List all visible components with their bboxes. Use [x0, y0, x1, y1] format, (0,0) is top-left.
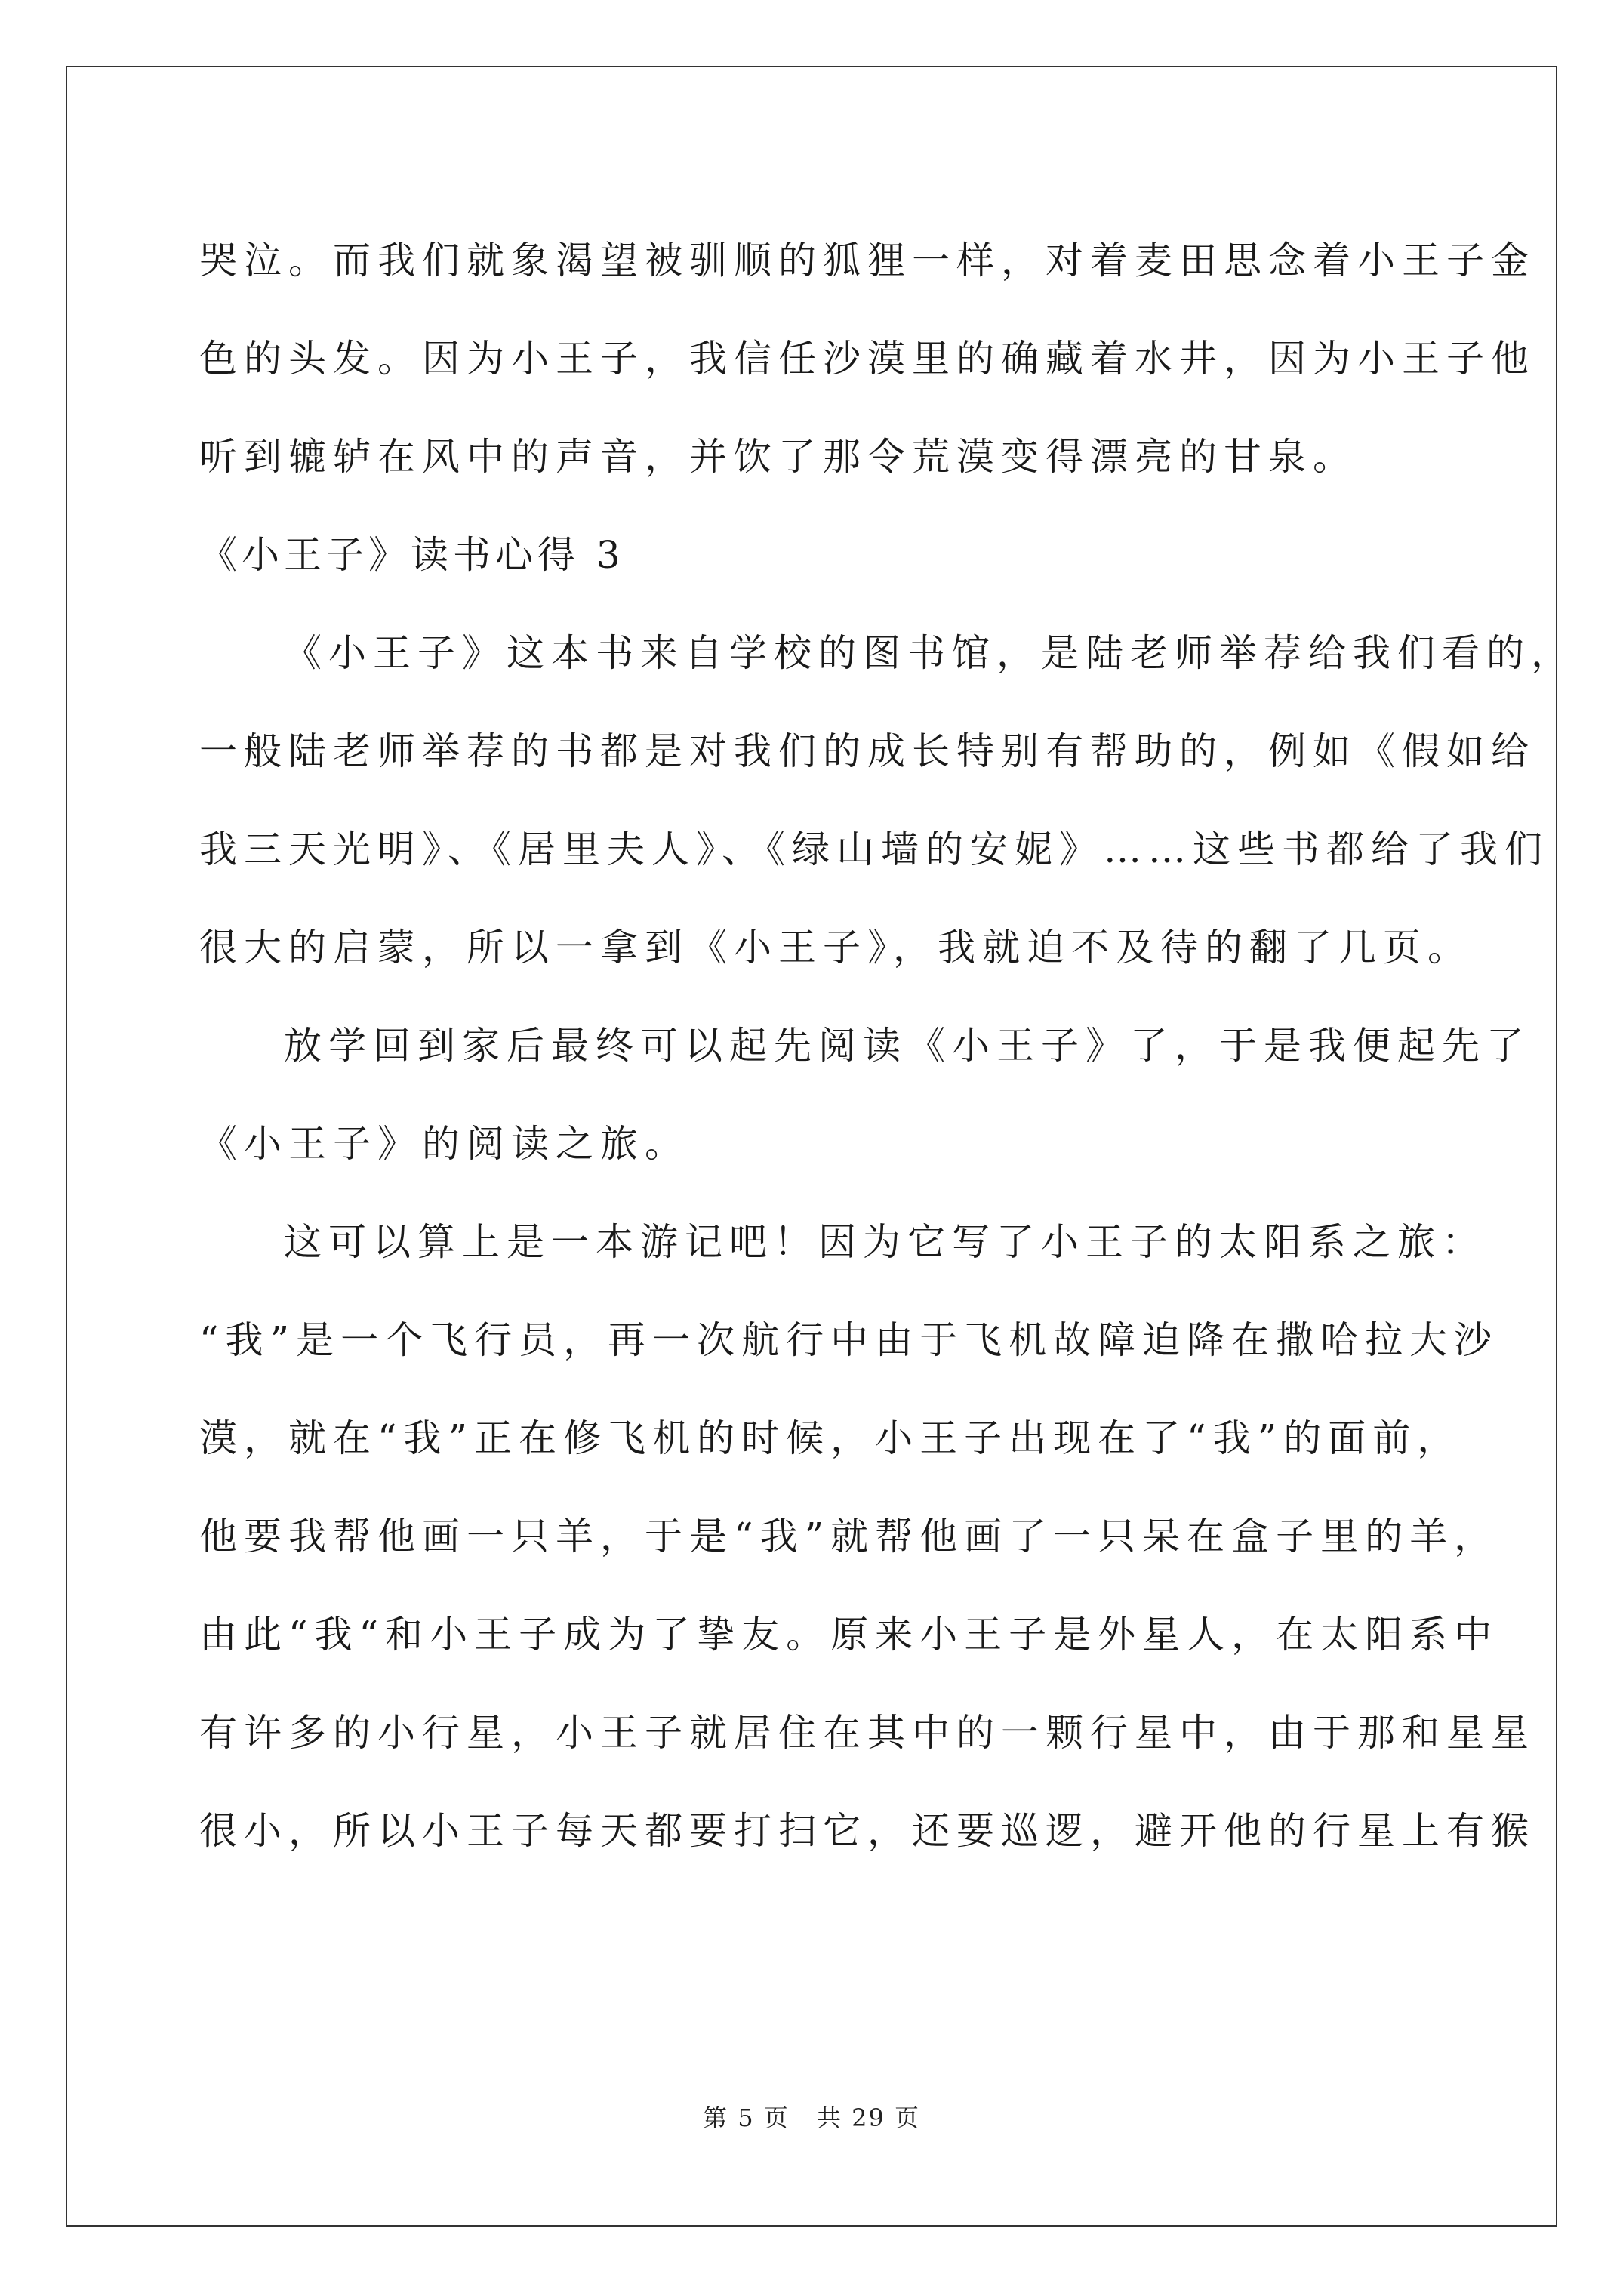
section-heading: 《小王子》读书心得 3 [199, 533, 625, 577]
text-line: 很大的启蒙，所以一拿到《小王子》，我就迫不及待的翻了几页。 [199, 926, 1472, 969]
paragraph-start: 《小王子》这本书来自学校的图书馆，是陆老师举荐给我们看的， [284, 631, 1575, 675]
document-body [199, 211, 1575, 1880]
text-line: 一般陆老师举荐的书都是对我们的成长特别有帮助的，例如《假如给 [199, 729, 1535, 773]
text-line: 漠，就在“我”正在修飞机的时候，小王子出现在了“我”的面前， [199, 1416, 1462, 1460]
page-number: 第 5 页 [703, 2103, 790, 2132]
paragraph-start: 这可以算上是一本游记吧！因为它写了小王子的太阳系之旅： [284, 1220, 1486, 1264]
text-line: 听到辘轳在风中的声音，并饮了那令荒漠变得漂亮的甘泉。 [199, 435, 1357, 479]
page-total: 共 29 页 [816, 2103, 920, 2132]
text-line: 我三天光明》、《居里夫人》、《绿山墙的安妮》……这些书都给了我们 [199, 827, 1549, 871]
text-line: 由此“我“和小王子成为了挚友。原来小王子是外星人，在太阳系中 [199, 1613, 1499, 1657]
text-line: 《小王子》的阅读之旅。 [199, 1122, 689, 1166]
text-line: “我”是一个飞行员，再一次航行中由于飞机故障迫降在撒哈拉大沙 [199, 1318, 1499, 1362]
page-footer [0, 2099, 1623, 2134]
text-line: 他要我帮他画一只羊，于是“我”就帮他画了一只呆在盒子里的羊， [199, 1515, 1499, 1558]
text-line: 有许多的小行星，小王子就居住在其中的一颗行星中，由于那和星星 [199, 1711, 1535, 1755]
text-line: 哭泣。而我们就象渴望被驯顺的狐狸一样，对着麦田思念着小王子金 [199, 239, 1535, 282]
text-line: 色的头发。因为小王子，我信任沙漠里的确藏着水井，因为小王子他 [199, 337, 1535, 381]
paragraph-start: 放学回到家后最终可以起先阅读《小王子》了，于是我便起先了 [284, 1024, 1531, 1068]
text-line: 很小，所以小王子每天都要打扫它，还要巡逻，避开他的行星上有猴 [199, 1809, 1535, 1853]
